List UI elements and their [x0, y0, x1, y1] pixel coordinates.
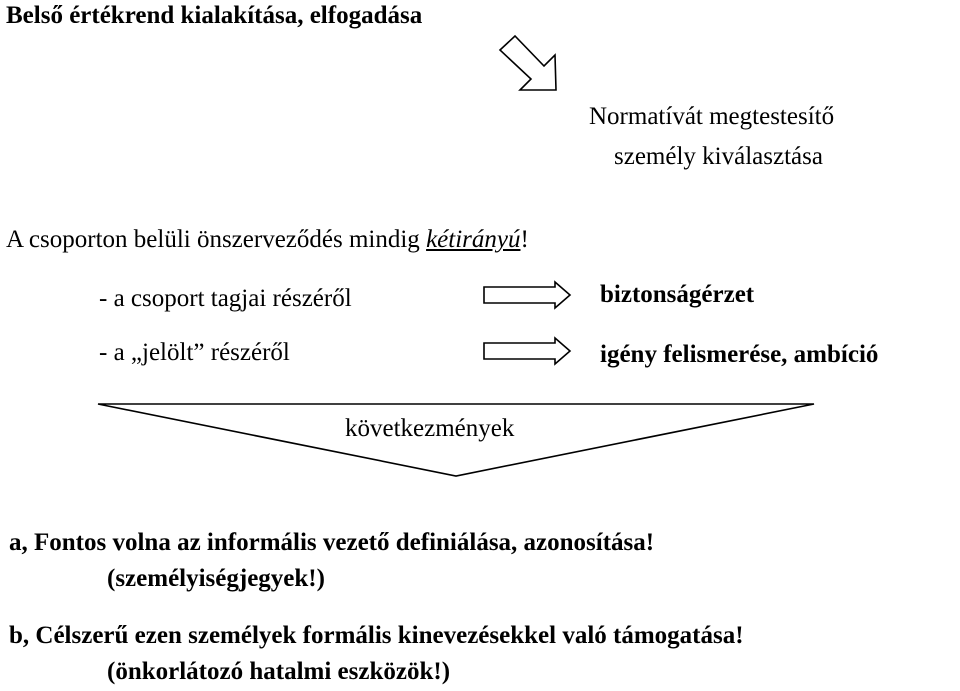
down-right-arrow-icon: [500, 36, 556, 90]
self-org-suffix: !: [520, 226, 529, 253]
self-org-sentence: [6, 227, 529, 252]
row-left-2: - a „jelölt” részéről: [99, 339, 290, 366]
row-right-1: biztonságérzet: [600, 281, 755, 308]
right-arrow-icon: [484, 338, 570, 364]
row-right-2: igény felismerése, ambíció: [600, 341, 879, 368]
normative-line-1: Normatívát megtestesítő: [589, 103, 835, 130]
consequences-label: következmények: [345, 415, 515, 442]
right-arrow-icon: [484, 282, 570, 308]
point-b-line-1: b, Célszerű ezen személyek formális kinevezésekkel való támogatása!: [9, 622, 744, 649]
self-org-emphasis: kétirányú: [426, 226, 521, 253]
point-a-line-1: a, Fontos volna az informális vezető definiálása, azonosítása!: [9, 529, 655, 556]
normative-line-2: személy kiválasztása: [614, 143, 823, 170]
self-org-prefix: A csoporton belüli önszerveződés mindig: [6, 226, 427, 253]
point-a-line-2: (személyiségjegyek!): [107, 565, 325, 592]
row-left-1: - a csoport tagjai részéről: [99, 285, 352, 312]
point-b-line-2: (önkorlátozó hatalmi eszközök!): [107, 658, 451, 685]
slide-heading: Belső értékrend kialakítása, elfogadása: [6, 2, 423, 29]
